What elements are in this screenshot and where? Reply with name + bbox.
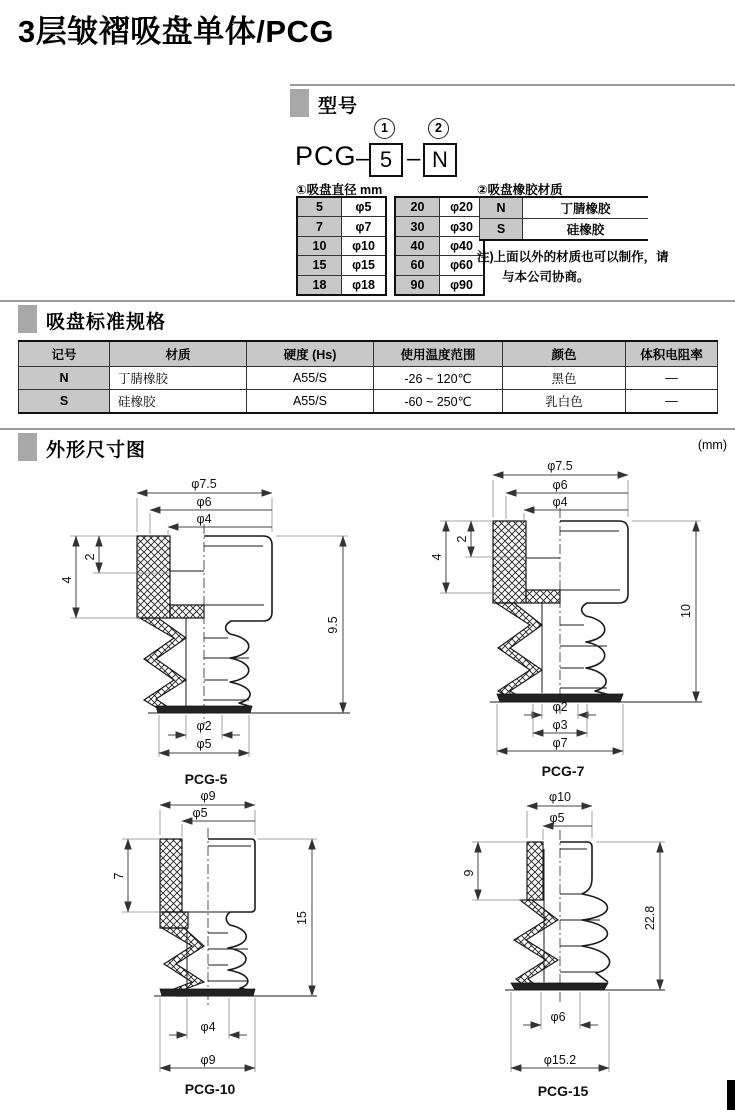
table-cell: 40 (395, 236, 440, 255)
dim-label: 9 (462, 869, 476, 877)
col-header: 硬度 (Hs) (247, 341, 374, 367)
diameter-table (296, 196, 485, 296)
table-cell: φ20 (440, 197, 485, 217)
hatched-bellows (140, 618, 186, 709)
table-cell: 黑色 (503, 367, 626, 390)
model-dash-1: – (356, 145, 370, 172)
dimensions-section-marker (18, 433, 37, 461)
diameter-table-right (394, 196, 485, 296)
page-title: 3层皱褶吸盘单体/PCG (18, 14, 335, 49)
model-section-marker (290, 89, 309, 117)
spec-section-title: 吸盘标准规格 (46, 312, 167, 333)
table-cell: 硅橡胶 (110, 390, 247, 414)
table-cell: N (480, 197, 523, 219)
dim-label: φ3 (552, 718, 568, 732)
material-note-line2: 与本公司协商。 (502, 270, 590, 284)
table-cell: 5 (297, 197, 342, 217)
drawing-pcg7 (400, 450, 735, 790)
dim-label: φ4 (552, 495, 568, 509)
dim-label: 10 (679, 604, 693, 618)
dim-label: φ4 (196, 512, 212, 526)
table-cell: -60 ~ 250℃ (374, 390, 503, 414)
drawing-label: PCG-10 (184, 1081, 236, 1097)
dim-label: φ15.2 (543, 1053, 577, 1067)
table-cell: 丁腈橡胶 (523, 197, 649, 219)
dim-label: φ9 (200, 789, 216, 803)
dim-label: φ7.5 (191, 477, 217, 491)
table-row (19, 390, 718, 414)
table-cell: φ15 (342, 256, 387, 275)
dim-label: φ6 (550, 1010, 566, 1024)
material-note-line1: 注)上面以外的材质也可以制作，请 (477, 250, 669, 264)
dim-label: 15 (295, 911, 309, 925)
dimensions-section-title: 外形尺寸图 (46, 440, 147, 461)
table-cell: A55/S (247, 390, 374, 414)
model-material-box: N (423, 143, 457, 177)
table-cell: 90 (395, 275, 440, 295)
col-header: 颜色 (503, 341, 626, 367)
unit-note: (mm) (697, 438, 727, 452)
dim-label: φ10 (548, 790, 572, 804)
dim-label: 4 (60, 576, 74, 584)
table-cell: 硅橡胶 (523, 219, 649, 241)
page-corner-tab (727, 1080, 735, 1110)
col-header: 记号 (19, 341, 110, 367)
dim-label: 4 (430, 553, 444, 561)
col-header: 使用温度范围 (374, 341, 503, 367)
material-table-label: ②吸盘橡胶材质 (477, 183, 563, 197)
table-cell: 7 (297, 217, 342, 236)
table-cell: φ40 (440, 236, 485, 255)
dim-label: 9.5 (326, 616, 340, 634)
model-field2-circle: 2 (428, 118, 449, 139)
dim-label: φ2 (552, 700, 568, 714)
drawing-pcg15 (430, 788, 735, 1110)
col-header: 体积电阻率 (626, 341, 718, 367)
drawing-label: PCG-7 (541, 763, 585, 779)
dim-label: φ7.5 (547, 459, 573, 473)
diameter-table-label: ①吸盘直径 mm (296, 183, 383, 197)
table-cell: 18 (297, 275, 342, 295)
dim-label: 22.8 (643, 905, 657, 931)
table-cell: 60 (395, 256, 440, 275)
spec-table (18, 340, 718, 414)
drawing-pcg5 (60, 468, 380, 793)
cup-outline (204, 536, 272, 707)
dim-label: φ5 (196, 737, 212, 751)
material-table (479, 196, 648, 241)
table-cell: S (19, 390, 110, 414)
table-cell: φ60 (440, 256, 485, 275)
table-cell: φ7 (342, 217, 387, 236)
spec-section-rule (0, 300, 735, 302)
table-cell: — (626, 367, 718, 390)
table-cell: 15 (297, 256, 342, 275)
table-cell: 30 (395, 217, 440, 236)
drawing-pcg10 (100, 788, 400, 1108)
table-cell: 丁腈橡胶 (110, 367, 247, 390)
table-cell: φ10 (342, 236, 387, 255)
table-row (19, 367, 718, 390)
dim-label: φ5 (192, 806, 208, 820)
table-cell: φ5 (342, 197, 387, 217)
dim-label: φ9 (200, 1053, 216, 1067)
model-section-rule (290, 84, 735, 86)
dim-label: φ7 (552, 736, 568, 750)
model-prefix: PCG (295, 141, 357, 171)
hatched-wall (137, 536, 170, 618)
table-cell: S (480, 219, 523, 241)
table-cell: 10 (297, 236, 342, 255)
material-note (477, 247, 735, 287)
table-cell: N (19, 367, 110, 390)
table-cell: A55/S (247, 367, 374, 390)
table-cell: 20 (395, 197, 440, 217)
drawing-label: PCG-5 (184, 771, 228, 787)
model-diameter-box: 5 (369, 143, 403, 177)
diameter-table-left (296, 196, 387, 296)
model-field1-circle: 1 (374, 118, 395, 139)
hatched-wall (170, 605, 204, 618)
dim-label: 2 (83, 553, 97, 561)
dim-label: 7 (112, 872, 126, 880)
table-cell: 乳白色 (503, 390, 626, 414)
table-header-row (19, 341, 718, 367)
cup-lip (156, 706, 252, 713)
spec-section-marker (18, 305, 37, 333)
table-cell: φ90 (440, 275, 485, 295)
table-cell: φ30 (440, 217, 485, 236)
table-cell: φ18 (342, 275, 387, 295)
dim-label: φ6 (196, 495, 212, 509)
col-header: 材质 (110, 341, 247, 367)
dim-label: φ5 (549, 811, 565, 825)
dim-label: φ2 (196, 719, 212, 733)
dim-label: 2 (455, 535, 469, 543)
table-cell: -26 ~ 120℃ (374, 367, 503, 390)
table-cell: — (626, 390, 718, 414)
dimensions-section-rule (0, 428, 735, 430)
dim-label: φ6 (552, 478, 568, 492)
model-section-title: 型号 (318, 96, 359, 117)
dim-label: φ4 (200, 1020, 216, 1034)
model-dash-2: – (407, 145, 421, 172)
drawing-label: PCG-15 (537, 1083, 589, 1099)
